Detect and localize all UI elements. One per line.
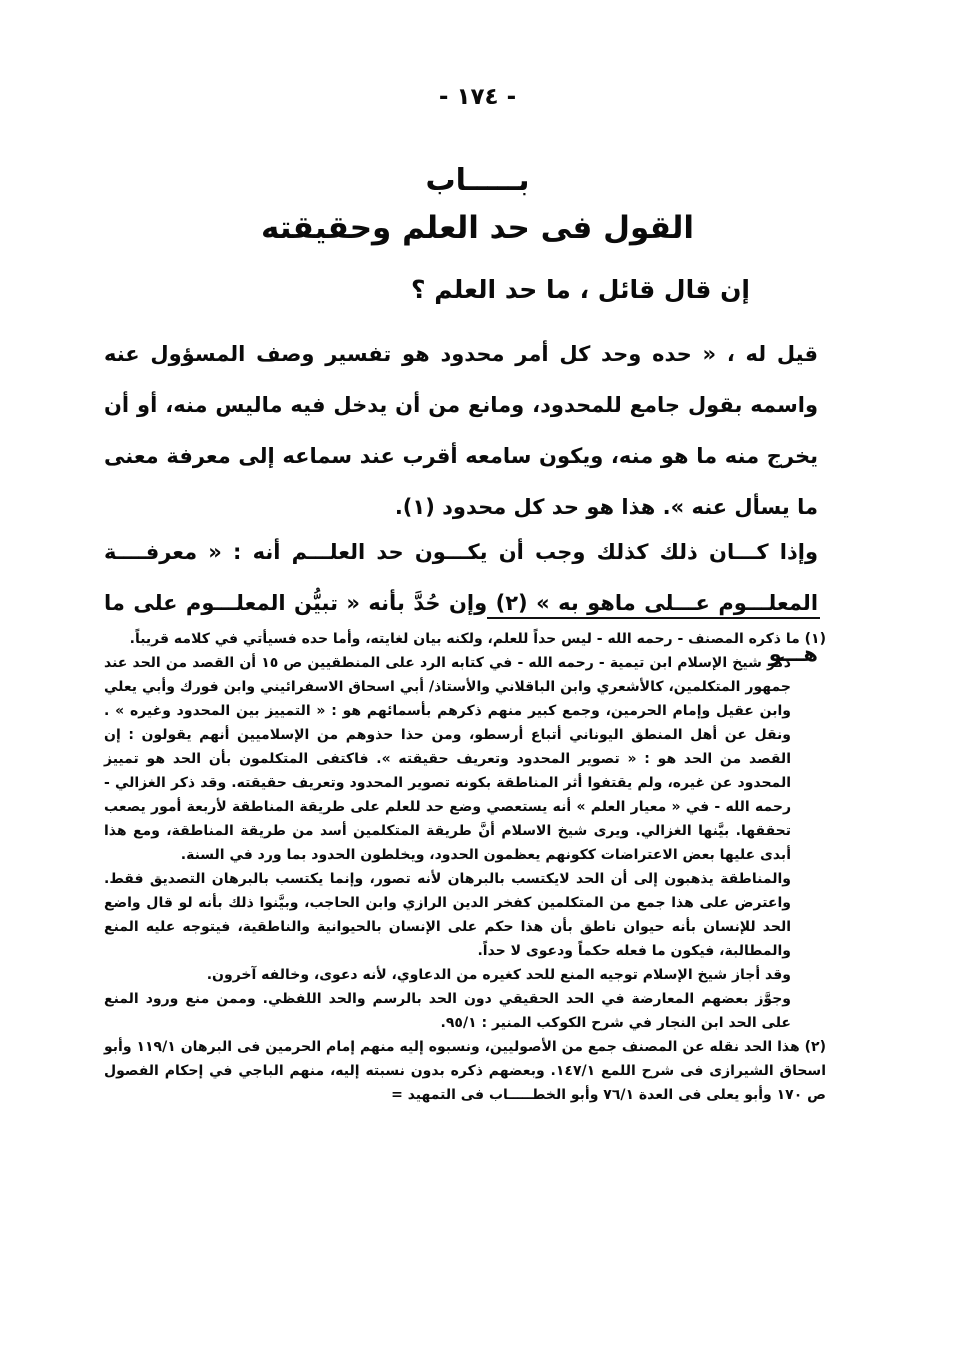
- chapter-title: القول فى حد العلم وحقيقته: [260, 210, 695, 246]
- body-paragraph-2: وإذا كـــان ذلك كذلك وجب أن يكـــون حد العلـــم أنه : « معرفــــة المعلـــوم عـــلى ماهو به » (٢) وإن حُدَّ بأنه « تبيُّن المعلـــوم على ما هـــو: [104, 540, 819, 666]
- page-number: - ١٧٤ -: [438, 84, 517, 110]
- question-heading: إن قال قائل ، ما حد العلم ؟: [411, 275, 750, 304]
- footnote-1-paragraph-4: وقد أجاز شيخ الإسلام توجيه المنع للحد كغيره من الدعاوي، لأنه دعوى، وخالفه آخرون.: [206, 967, 791, 983]
- chapter-heading: بـــــاب: [425, 163, 530, 198]
- footnote-1-paragraph-2: ذكر شيخ الإسلام ابن تيمية - رحمه الله - في كتابه الرد على المنطقيين ص ١٥ أن القصد من الحد عند جمهور المتكلمين، كالأشعري وابن الباقلاني والأستاذ/ أبي اسحاق الاسفرائيني وابن فورك وأبي يعلي وابن عقيل وإمام الحرمين، وجمع كبير منهم ذكرهم بأسمائهم هو : « التمييز بين المحدود وغيره » . ونقل عن أهل المنطق اليوناني أتباع أرسطو، ومن حذا حذوهم من الإسلاميين أنهم يقولون : إن القصد من الحد هو : « تصوير المحدود وتعريف حقيقته ». فاكتفى المتكلمون بأن الحد هو تمييز المحدود عن غيره، ولم يقتفوا أثر المناطقة بكونه تصوير المحدود وتعريف حقيقته. وقد ذكر الغزالي - رحمه الله - في « معيار العلم » أنه يستعصي وضع حد للعلم على طريقة المناطقة لأربعة أمور يصعب تحققها. بيَّنها الغزالي. ويرى شيخ الاسلام أنَّ طريقة المتكلمين أسد من طريقة المناطقة، ومع هذا أبدى عليها بعض الاعتراضات ككونهم يعظمون الحدود، ويخلطون الحدود بما ورد في السنة.: [104, 655, 791, 863]
- footnote-1-paragraph-5: وجوَّز بعضهم المعارضة في الحد الحقيقي دون الحد بالرسم والحد اللفظي. وممن منع ورود المنع على الحد ابن النجار في شرح الكوكب المنير : ٩٥/١.: [104, 991, 791, 1031]
- footnote-1: (١) ما ذكره المصنف - رحمه الله - ليس حداً للعلم، ولكنه بيان لغايته، وأما حده فسيأتي في كلامه قريباً.: [129, 631, 826, 647]
- body-paragraph-1: قيل له ، « حده وحد كل أمر محدود هو تفسير وصف المسؤول عنه واسمه بقول جامع للمحدود، ومانع من أن يدخل فيه ماليس منه، أو أن يخرج منه ما هو منه، ويكون سامعه أقرب عند سماعه إلى معرفة معنى ما يسأل عنه ». هذا هو حد كل محدود (١).: [104, 342, 818, 519]
- footnotes: [104, 627, 826, 1107]
- footnote-1-paragraph-3: والمناطقة يذهبون إلى أن الحد لايكتسب بالبرهان لأنه تصور، وإنما يكتسب بالبرهان التصديق فقط. واعترض على هذا جمع من المتكلمين كفخر الدين الرازي وابن الحاجب، وبيَّنوا ذلك بأنه لو قال واضع الحد للإنسان بأنه حيوان ناطق بأن هذا حكم على الإنسان بالحيوانية والناطقية، فيتوجه عليه المنع والمطالبة، فيكون ما فعله حكماً ودعوى لا حداً.: [104, 871, 791, 959]
- footnote-divider: [487, 617, 820, 619]
- footnote-2: (٢) هذا الحد نقله عن المصنف جمع من الأصوليين، ونسبوه إليه منهم إمام الحرمين فى البرهان ١١٩/١ وأبو اسحاق الشيرازى فى شرح اللمع ١٤٧/١. وبعضهم ذكره بدون نسبته إليه، منهم الباجي في إحكام الفصول ص ١٧٠ وأبو يعلى فى العدة ٧٦/١ وأبو الخطـــــاب فى التمهيد =: [104, 1039, 826, 1103]
